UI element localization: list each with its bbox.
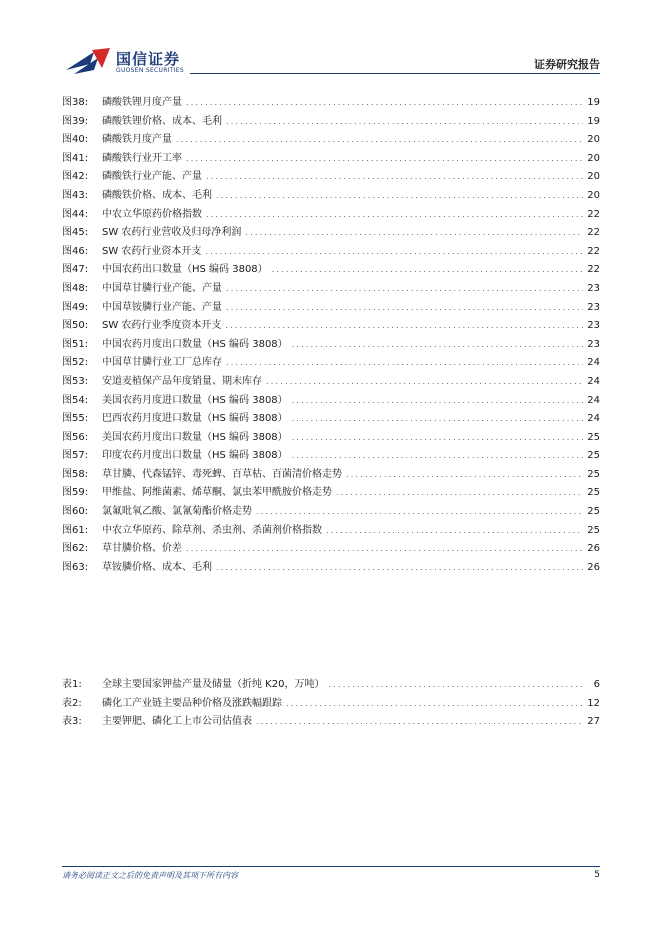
figure-toc-entry-page: 25: [587, 468, 600, 480]
guosen-logo: [64, 46, 194, 78]
figure-toc-entry[interactable]: [62, 94, 600, 113]
figure-toc-entry-leader-dots: [336, 484, 583, 503]
figure-toc-entry-title: 美国农药月度出口数量（HS 编码 3808）: [102, 431, 288, 443]
table-toc-entry-title: 主要钾肥、磷化工上市公司估值表: [102, 716, 252, 728]
figure-toc-entry-page: 22: [587, 245, 600, 257]
figure-toc-entry-leader-dots: [245, 224, 583, 243]
figure-toc-entry-page: 24: [587, 394, 600, 406]
figure-toc-entry-leader-dots: [292, 429, 584, 448]
figure-toc-entry-leader-dots: [292, 410, 584, 429]
figure-toc-entry-label: 图51:: [62, 338, 89, 350]
figure-toc-entry-page: 22: [587, 208, 600, 220]
figure-toc-entry-page: 24: [587, 357, 600, 369]
figure-toc-entry-leader-dots: [176, 131, 583, 150]
figure-toc-entry[interactable]: [62, 354, 600, 373]
figure-toc-entry-label: 图52:: [62, 357, 89, 369]
figure-toc-entry-title: 草甘膦、代森锰锌、毒死蜱、百草枯、百菌清价格走势: [102, 468, 342, 480]
figure-toc-entry-title: 中国农药出口数量（HS 编码 3808）: [102, 264, 268, 276]
figure-toc-entry-label: 图58:: [62, 468, 89, 480]
figure-toc-entry-label: 图39:: [62, 115, 89, 127]
figure-toc-entry[interactable]: [62, 540, 600, 559]
figure-toc-entry-leader-dots: [186, 94, 583, 113]
table-toc-entry-leader-dots: [328, 676, 584, 695]
report-type-label: 证券研究报告: [534, 58, 600, 71]
figure-toc-entry-page: 22: [587, 264, 600, 276]
figure-toc-entry-page: 19: [587, 97, 600, 108]
figure-toc-entry[interactable]: [62, 484, 600, 503]
figure-toc-entry-label: 图63:: [62, 561, 89, 573]
figure-toc-entry-title: 巴西农药月度进口数量（HS 编码 3808）: [102, 413, 288, 425]
figure-toc-entry-title: 美国农药月度进口数量（HS 编码 3808）: [102, 394, 288, 406]
figure-toc-entry-leader-dots: [186, 540, 583, 559]
figure-toc-entry-leader-dots: [216, 187, 583, 206]
figure-toc-entry-leader-dots: [206, 206, 583, 225]
figure-toc-entry-label: 图61:: [62, 524, 89, 536]
figure-toc-entry[interactable]: [62, 261, 600, 280]
table-toc-entry-label: 表2:: [62, 697, 82, 709]
table-toc-entry-leader-dots: [256, 713, 583, 732]
figure-toc-entry-title: 印度农药月度出口数量（HS 编码 3808）: [102, 450, 288, 462]
figure-toc-entry[interactable]: [62, 113, 600, 132]
figure-toc-entry-title: 草铵膦价格、成本、毛利: [102, 561, 212, 573]
figure-toc-entry-title: 草甘膦价格、价差: [102, 543, 182, 555]
figure-toc-entry-title: 中农立华原药价格指数: [102, 208, 202, 220]
figure-toc-entry-label: 图56:: [62, 431, 89, 443]
figure-toc-entry-label: 图42:: [62, 171, 89, 183]
figure-toc-entry-page: 20: [587, 189, 600, 201]
figure-toc-entry[interactable]: [62, 447, 600, 466]
figure-toc-entry-title: 中国草铵膦行业产能、产量: [102, 301, 222, 313]
figure-toc-entry-page: 22: [587, 227, 600, 239]
figure-toc-entry[interactable]: [62, 280, 600, 299]
figure-toc-entry[interactable]: [62, 150, 600, 169]
figure-toc-entry-leader-dots: [292, 392, 584, 411]
table-toc-entry[interactable]: [62, 676, 600, 695]
figure-toc-entry-leader-dots: [226, 299, 583, 318]
table-toc-entry-page: 12: [587, 697, 600, 709]
figure-toc-entry-label: 图62:: [62, 543, 89, 555]
figure-toc-entry-label: 图50:: [62, 320, 89, 332]
figure-toc-entry-title: 甲维盐、阿维菌素、烯草酮、氯虫苯甲酰胺价格走势: [102, 487, 332, 499]
figure-toc-entry[interactable]: [62, 299, 600, 318]
figure-toc-entry[interactable]: [62, 336, 600, 355]
figure-toc-entry-label: 图38:: [62, 97, 89, 108]
table-toc-entry-page: 6: [593, 679, 600, 690]
table-toc-entry[interactable]: [62, 695, 600, 714]
figure-toc-entry-title: SW 农药行业营收及归母净利润: [102, 227, 242, 239]
figure-toc-entry-title: 磷酸铁锂价格、成本、毛利: [102, 115, 222, 127]
figure-toc-entry-title: SW 农药行业资本开支: [102, 245, 202, 257]
figure-toc-entry-title: 磷酸铁行业产能、产量: [102, 171, 202, 183]
figures-toc: [62, 94, 600, 577]
figure-toc-entry-page: 26: [587, 561, 600, 573]
figure-toc-entry-label: 图59:: [62, 487, 89, 499]
figure-toc-entry-title: 安道麦植保产品年度销量、期末库存: [102, 375, 262, 387]
figure-toc-entry-title: 磷酸铁锂月度产量: [102, 97, 182, 108]
figure-toc-entry[interactable]: [62, 373, 600, 392]
figure-toc-entry-label: 图40:: [62, 134, 89, 146]
figure-toc-entry-leader-dots: [266, 373, 583, 392]
figure-toc-entry-page: 19: [587, 115, 600, 127]
figure-toc-entry-label: 图44:: [62, 208, 89, 220]
figure-toc-entry-label: 图55:: [62, 413, 89, 425]
figure-toc-entry[interactable]: [62, 410, 600, 429]
page-header: [0, 0, 662, 80]
figure-toc-entry[interactable]: [62, 187, 600, 206]
figure-toc-entry[interactable]: [62, 206, 600, 225]
figure-toc-entry-leader-dots: [292, 447, 584, 466]
figure-toc-entry-label: 图48:: [62, 282, 89, 294]
figure-toc-entry-page: 24: [587, 375, 600, 387]
figure-toc-entry-page: 20: [587, 134, 600, 146]
figure-toc-entry-label: 图46:: [62, 245, 89, 257]
figure-toc-entry-page: 20: [587, 171, 600, 183]
table-toc-entry-leader-dots: [286, 695, 583, 714]
figure-toc-entry-leader-dots: [272, 261, 584, 280]
figure-toc-entry-leader-dots: [225, 317, 583, 336]
header-divider: [190, 73, 600, 74]
figure-toc-entry[interactable]: [62, 522, 600, 541]
figure-toc-entry-page: 25: [587, 524, 600, 536]
figure-toc-entry-page: 25: [587, 506, 600, 518]
figure-toc-entry-title: SW 农药行业季度资本开支: [102, 320, 222, 332]
figure-toc-entry-title: 中国草甘膦行业产能、产量: [102, 282, 222, 294]
figure-toc-entry-page: 23: [587, 301, 600, 313]
figure-toc-entry-page: 23: [587, 320, 600, 332]
figure-toc-entry-title: 中国草甘膦行业工厂总库存: [102, 357, 222, 369]
page-number: 5: [594, 870, 600, 880]
figure-toc-entry-label: 图41:: [62, 152, 89, 164]
figure-toc-entry-page: 23: [587, 338, 600, 350]
figure-toc-entry-leader-dots: [186, 150, 583, 169]
figure-toc-entry-leader-dots: [205, 243, 583, 262]
figure-toc-entry-page: 26: [587, 543, 600, 555]
figure-toc-entry-leader-dots: [226, 280, 583, 299]
figure-toc-entry-leader-dots: [346, 466, 583, 485]
figure-toc-entry-label: 图47:: [62, 264, 89, 276]
table-toc-entry[interactable]: [62, 713, 600, 732]
table-toc-entry-label: 表3:: [62, 716, 82, 728]
figure-toc-entry-label: 图60:: [62, 506, 89, 518]
figure-toc-entry[interactable]: [62, 168, 600, 187]
figure-toc-entry-page: 25: [587, 431, 600, 443]
figure-toc-entry-page: 24: [587, 413, 600, 425]
figure-toc-entry-page: 25: [587, 450, 600, 462]
figure-toc-entry[interactable]: [62, 392, 600, 411]
table-toc-entry-page: 27: [587, 716, 600, 728]
figure-toc-entry-leader-dots: [226, 354, 583, 373]
figure-toc-entry-title: 磷酸铁价格、成本、毛利: [102, 189, 212, 201]
figure-toc-entry[interactable]: [62, 559, 600, 578]
figure-toc-entry-label: 图49:: [62, 301, 89, 313]
figure-toc-entry-title: 中农立华原药、除草剂、杀虫剂、杀菌剂价格指数: [102, 524, 322, 536]
figure-toc-entry-leader-dots: [206, 168, 583, 187]
figure-toc-entry-title: 磷酸铁月度产量: [102, 134, 172, 146]
table-toc-entry-label: 表1:: [62, 679, 82, 690]
figure-toc-entry[interactable]: [62, 317, 600, 336]
logo-english-name: GUOSEN SECURITIES: [116, 67, 185, 74]
figure-toc-entry-label: 图53:: [62, 375, 89, 387]
figure-toc-entry[interactable]: [62, 429, 600, 448]
figure-toc-entry-leader-dots: [326, 522, 583, 541]
footer-divider: [62, 866, 600, 867]
figure-toc-entry-page: 20: [587, 152, 600, 164]
figure-toc-entry-page: 23: [587, 282, 600, 294]
figure-toc-entry-leader-dots: [226, 113, 583, 132]
guosen-logo-icon: [64, 46, 114, 78]
table-toc-entry-title: 磷化工产业链主要品种价格及涨跌幅跟踪: [102, 697, 282, 709]
figure-toc-entry-page: 25: [587, 487, 600, 499]
table-toc-entry-title: 全球主要国家钾盐产量及储量（折纯 K20，万吨）: [102, 679, 325, 690]
figure-toc-entry-label: 图45:: [62, 227, 89, 239]
figure-toc-entry-leader-dots: [216, 559, 583, 578]
disclaimer-note: 请务必阅读正文之后的免责声明及其项下所有内容: [62, 871, 238, 880]
figure-toc-entry-label: 图43:: [62, 189, 89, 201]
figure-toc-entry-label: 图57:: [62, 450, 89, 462]
figure-toc-entry-title: 磷酸铁行业开工率: [102, 152, 182, 164]
figure-toc-entry-title: 氯氟吡氧乙酸、氯氰菊酯价格走势: [102, 506, 252, 518]
figure-toc-entry[interactable]: [62, 224, 600, 243]
figure-toc-entry-leader-dots: [256, 503, 583, 522]
figure-toc-entry[interactable]: [62, 131, 600, 150]
tables-toc: [62, 676, 600, 732]
figure-toc-entry[interactable]: [62, 243, 600, 262]
figure-toc-entry-title: 中国农药月度出口数量（HS 编码 3808）: [102, 338, 288, 350]
figure-toc-entry-label: 图54:: [62, 394, 89, 406]
figure-toc-entry[interactable]: [62, 503, 600, 522]
figure-toc-entry-leader-dots: [292, 336, 584, 355]
figure-toc-entry[interactable]: [62, 466, 600, 485]
logo-chinese-name: 国信证券: [116, 50, 181, 68]
